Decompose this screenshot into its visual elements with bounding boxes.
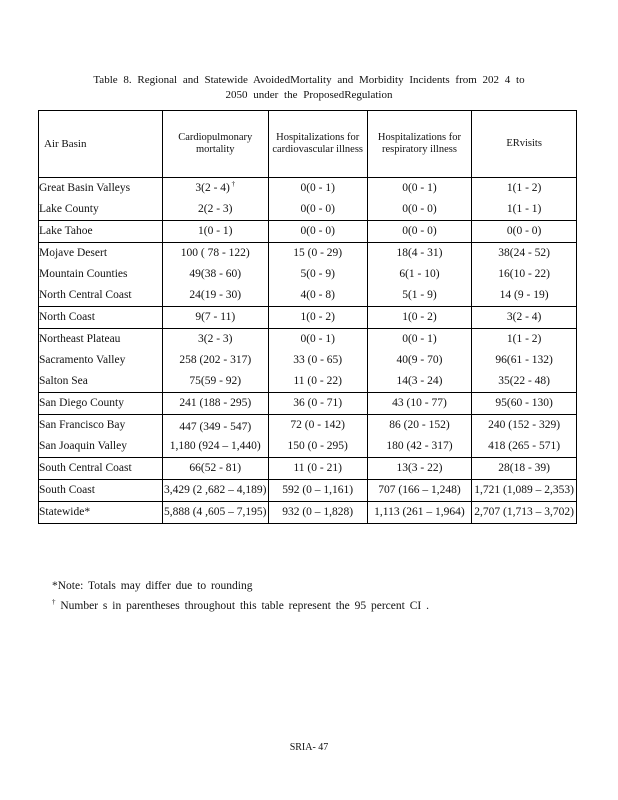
ci-note-text: Number s in parentheses throughout this table represent the 95 percent CI . xyxy=(60,600,429,612)
table-caption xyxy=(40,73,578,103)
air-basin-name: Statewide* xyxy=(39,506,91,518)
cardio-value: 592 (0 – 1,161) xyxy=(282,484,354,496)
mortality-value: 75(59 - 92) xyxy=(189,375,242,387)
air-basin-name-cell xyxy=(39,458,163,480)
resp-value-cell xyxy=(367,415,472,458)
er-value: 95(60 - 130) xyxy=(495,397,553,409)
mortality-value-cell xyxy=(162,458,268,480)
resp-value-cell xyxy=(367,243,472,307)
er-value-cell xyxy=(472,307,577,329)
mortality-value: 3(2 - 3) xyxy=(198,333,233,345)
air-basin-name-cell xyxy=(39,415,163,458)
cardio-value: 0(0 - 1) xyxy=(300,182,335,194)
rounding-note: *Note: Totals may differ due to rounding xyxy=(52,580,253,592)
caption-line-1: Table 8. Regional and Statewide AvoidedMortality and Morbidity Incidents from 202 4 to xyxy=(93,74,525,86)
air-basin-name: North Central Coast xyxy=(39,289,132,301)
air-basin-name: Salton Sea xyxy=(39,375,88,387)
cardio-value-cell xyxy=(268,415,367,458)
header-mortality: Cardiopulmonary mortality xyxy=(162,111,268,178)
er-value-cell xyxy=(472,243,577,307)
mortality-value: 9(7 - 11) xyxy=(195,311,236,323)
header-cardio: Hospitalizations for cardiovascular illness xyxy=(268,111,367,178)
air-basin-name: Mojave Desert xyxy=(39,247,108,259)
cardio-value: 0(0 - 0) xyxy=(300,225,335,237)
resp-value-cell xyxy=(367,480,472,502)
resp-value-cell xyxy=(367,458,472,480)
table-row xyxy=(39,393,577,415)
er-value: 0(0 - 0) xyxy=(506,225,542,237)
er-value: 418 (265 - 571) xyxy=(488,440,561,452)
air-basin-name: Northeast Plateau xyxy=(39,333,121,345)
table-row xyxy=(39,480,577,502)
cardio-value: 0(0 - 1) xyxy=(300,333,335,345)
er-value: 35(22 - 48) xyxy=(498,375,550,387)
resp-value: 0(0 - 0) xyxy=(402,225,437,237)
air-basin-name: San Francisco Bay xyxy=(39,419,126,431)
er-value: 96(61 - 132) xyxy=(495,354,553,366)
resp-value: 86 (20 - 152) xyxy=(389,419,450,431)
mortality-value: 1(0 - 1) xyxy=(198,225,233,237)
er-value-cell xyxy=(472,458,577,480)
air-basin-name-cell xyxy=(39,502,163,524)
mortality-value: 241 (188 - 295) xyxy=(179,397,252,409)
air-basin-name: Sacramento Valley xyxy=(39,354,126,366)
er-value: 28(18 - 39) xyxy=(498,462,550,474)
table-row xyxy=(39,415,577,458)
resp-value: 180 (42 - 317) xyxy=(386,440,453,452)
dagger-mark: † xyxy=(229,180,236,189)
cardio-value: 11 (0 - 22) xyxy=(293,375,342,387)
air-basin-name: South Central Coast xyxy=(39,462,132,474)
table-row xyxy=(39,329,577,393)
header-air-basin: Air Basin xyxy=(39,111,163,178)
er-value: 1,721 (1,089 – 2,353) xyxy=(474,484,574,496)
mortality-value: 24(19 - 30) xyxy=(189,289,242,301)
page-number: SRIA- 47 xyxy=(289,742,329,753)
resp-value: 14(3 - 24) xyxy=(396,375,443,387)
cardio-value: 5(0 - 9) xyxy=(300,268,335,280)
resp-value: 1,113 (261 – 1,964) xyxy=(374,506,465,518)
er-value-cell xyxy=(472,502,577,524)
mortality-value-cell xyxy=(162,393,268,415)
resp-value: 13(3 - 22) xyxy=(396,462,443,474)
cardio-value: 11 (0 - 21) xyxy=(293,462,342,474)
resp-value-cell xyxy=(367,178,472,221)
resp-value: 5(1 - 9) xyxy=(402,289,437,301)
mortality-value: 3(2 - 4) † xyxy=(195,180,236,194)
cardio-value: 0(0 - 0) xyxy=(300,203,335,215)
mortality-value-cell xyxy=(162,480,268,502)
resp-value: 0(0 - 1) xyxy=(402,333,437,345)
air-basin-name: Mountain Counties xyxy=(39,268,128,280)
resp-value: 0(0 - 1) xyxy=(402,182,437,194)
air-basin-name-cell xyxy=(39,178,163,221)
header-row xyxy=(39,111,577,178)
mortality-value: 66(52 - 81) xyxy=(189,462,242,474)
mortality-value: 3,429 (2 ,682 – 4,189) xyxy=(163,484,267,496)
mortality-value: 49(38 - 60) xyxy=(189,268,242,280)
resp-value: 1(0 - 2) xyxy=(402,311,437,323)
cardio-value-cell xyxy=(268,243,367,307)
mortality-value: 100 ( 78 - 122) xyxy=(180,247,250,259)
cardio-value: 4(0 - 8) xyxy=(300,289,335,301)
er-value: 38(24 - 52) xyxy=(498,247,550,259)
air-basin-name: San Diego County xyxy=(39,397,124,409)
er-value: 1(1 - 1) xyxy=(506,203,542,215)
er-value-cell xyxy=(472,393,577,415)
resp-value: 6(1 - 10) xyxy=(399,268,440,280)
cardio-value: 1(0 - 2) xyxy=(300,311,335,323)
air-basin-name-cell xyxy=(39,329,163,393)
cardio-value-cell xyxy=(268,502,367,524)
air-basin-name: Lake Tahoe xyxy=(39,225,93,237)
table-notes xyxy=(52,576,429,616)
er-value-cell xyxy=(472,178,577,221)
cardio-value-cell xyxy=(268,393,367,415)
mortality-value-cell xyxy=(162,329,268,393)
cardio-value-cell xyxy=(268,221,367,243)
resp-value-cell xyxy=(367,393,472,415)
resp-value: 0(0 - 0) xyxy=(402,203,437,215)
mortality-value-cell xyxy=(162,415,268,458)
er-value-cell xyxy=(472,221,577,243)
resp-value: 18(4 - 31) xyxy=(396,247,443,259)
cardio-value: 33 (0 - 65) xyxy=(293,354,343,366)
resp-value-cell xyxy=(367,329,472,393)
cardio-value-cell xyxy=(268,329,367,393)
cardio-value-cell xyxy=(268,178,367,221)
mortality-value: 1,180 (924 – 1,440) xyxy=(169,440,261,452)
dagger-mark: † xyxy=(52,598,56,607)
air-basin-name: South Coast xyxy=(39,484,95,496)
cardio-value-cell xyxy=(268,480,367,502)
cardio-value-cell xyxy=(268,307,367,329)
resp-value: 40(9 - 70) xyxy=(396,354,443,366)
air-basin-name-cell xyxy=(39,221,163,243)
er-value-cell xyxy=(472,329,577,393)
header-resp: Hospitalizations for respiratory illness xyxy=(367,111,472,178)
er-value: 3(2 - 4) xyxy=(506,311,542,323)
air-basin-name: Lake County xyxy=(39,203,99,215)
mortality-value-cell xyxy=(162,221,268,243)
air-basin-name-cell xyxy=(39,243,163,307)
mortality-value: 258 (202 - 317) xyxy=(179,354,252,366)
mortality-value: 2(2 - 3) xyxy=(198,203,233,215)
cardio-value: 932 (0 – 1,828) xyxy=(282,506,354,518)
er-value: 14 (9 - 19) xyxy=(499,289,549,301)
header-er: ERvisits xyxy=(472,111,577,178)
mortality-value: 5,888 (4 ,605 – 7,195) xyxy=(163,506,267,518)
table-row xyxy=(39,221,577,243)
ci-note xyxy=(52,596,429,616)
er-value: 1(1 - 2) xyxy=(506,182,542,194)
incidents-table xyxy=(38,110,577,524)
table-row xyxy=(39,178,577,221)
air-basin-name: Great Basin Valleys xyxy=(39,182,131,194)
cardio-value-cell xyxy=(268,458,367,480)
table-body xyxy=(39,178,577,524)
caption-line-2: 2050 under the ProposedRegulation xyxy=(225,89,393,101)
table-row xyxy=(39,243,577,307)
mortality-value-cell xyxy=(162,243,268,307)
er-value: 2,707 (1,713 – 3,702) xyxy=(474,506,574,518)
mortality-value-cell xyxy=(162,502,268,524)
resp-value: 707 (166 – 1,248) xyxy=(378,484,461,496)
er-value-cell xyxy=(472,415,577,458)
cardio-value: 72 (0 - 142) xyxy=(290,419,345,431)
er-value-cell xyxy=(472,480,577,502)
table-row xyxy=(39,307,577,329)
air-basin-name: North Coast xyxy=(39,311,95,323)
air-basin-name-cell xyxy=(39,307,163,329)
table-row xyxy=(39,458,577,480)
cardio-value: 15 (0 - 29) xyxy=(293,247,343,259)
cardio-value: 36 (0 - 71) xyxy=(293,397,343,409)
air-basin-name-cell xyxy=(39,393,163,415)
er-value: 1(1 - 2) xyxy=(506,333,542,345)
resp-value-cell xyxy=(367,221,472,243)
mortality-value-cell xyxy=(162,178,268,221)
air-basin-name-cell xyxy=(39,480,163,502)
resp-value-cell xyxy=(367,307,472,329)
resp-value-cell xyxy=(367,502,472,524)
er-value: 240 (152 - 329) xyxy=(488,419,561,431)
resp-value: 43 (10 - 77) xyxy=(392,397,447,409)
mortality-value-cell xyxy=(162,307,268,329)
table-row xyxy=(39,502,577,524)
cardio-value: 150 (0 - 295) xyxy=(287,440,348,452)
air-basin-name: San Joaquin Valley xyxy=(39,440,127,452)
mortality-value: 447 (349 - 547) xyxy=(179,421,252,433)
er-value: 16(10 - 22) xyxy=(498,268,550,280)
